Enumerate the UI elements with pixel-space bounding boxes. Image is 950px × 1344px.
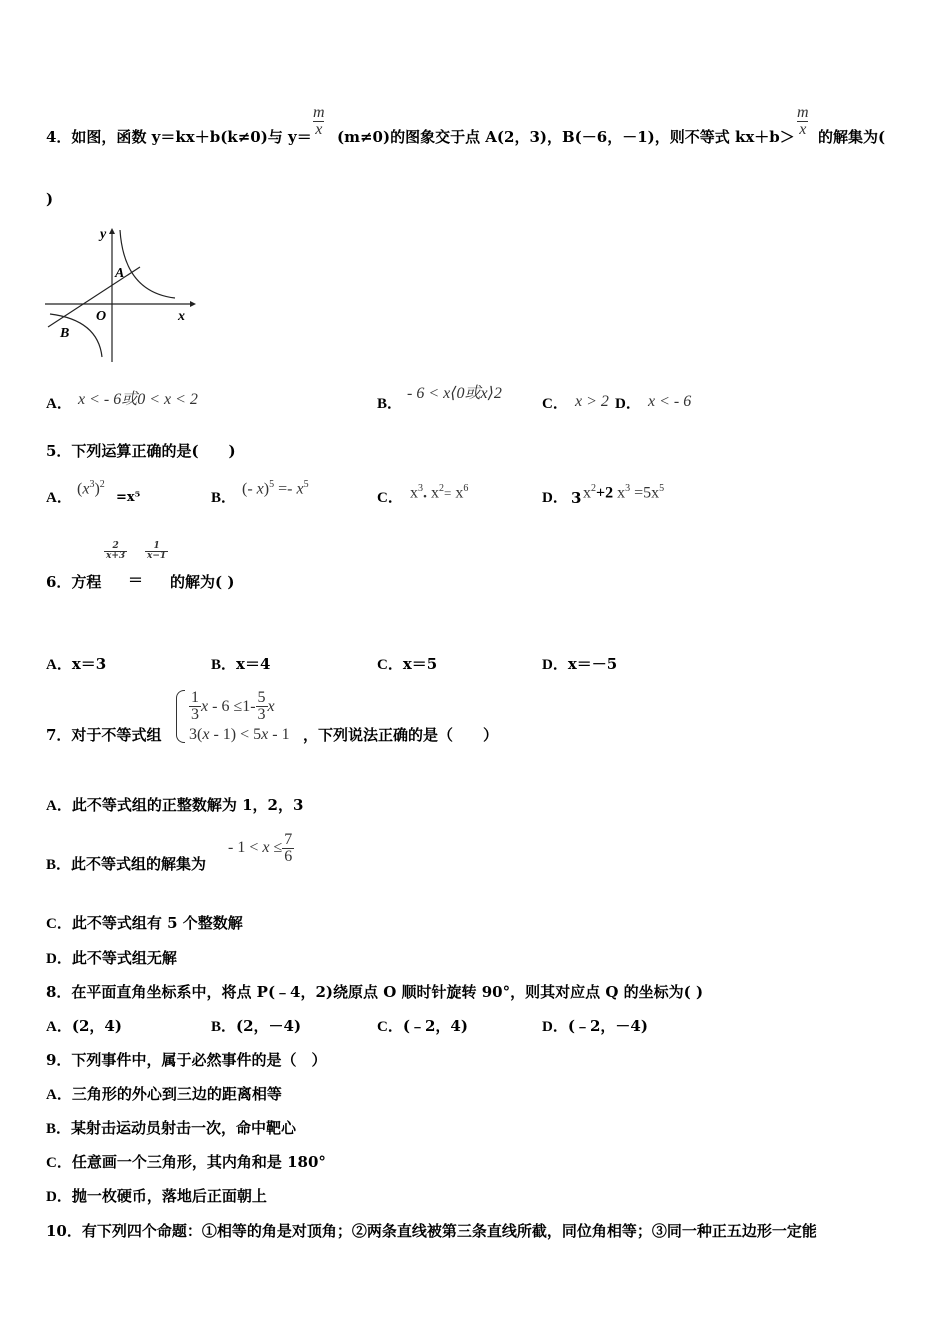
- q5-option-c-math: $x^3$. $x^2= x^6$: [410, 483, 469, 502]
- q6-option-b: B．x＝4: [211, 655, 271, 673]
- q5-stem: 5．下列运算正确的是( ): [46, 442, 236, 460]
- q4-graph: [40, 222, 200, 367]
- q6-stem-a: 6．方程: [46, 573, 102, 591]
- q4-fraction-1: $\frac{m}{x}$: [313, 104, 325, 138]
- origin-label: O: [96, 309, 107, 324]
- q5-option-b-label: B．: [211, 490, 237, 506]
- q10-stem: 10．有下列四个命题：①相等的角是对顶角；②两条直线被第三条直线所截，同位角相等；③同一种正五边形一定能: [46, 1222, 817, 1240]
- q7-stem-b: ，下列说法正确的是（ ）: [303, 726, 499, 744]
- q4-option-a: x < - 6或0 < x < 2: [78, 391, 198, 408]
- q5-option-a-label: A．: [46, 490, 72, 506]
- q4-option-d: x < - 6: [648, 393, 692, 410]
- q6-stem-b: 的解为( ): [170, 573, 235, 591]
- x-axis-arrow: [190, 301, 196, 307]
- q8-option-b: B．(2，－4): [211, 1017, 302, 1035]
- q5-option-d-math: $x^2+2$ $x^3 =5x^5$: [583, 483, 665, 502]
- q5-option-c-label: C．: [377, 490, 403, 506]
- q6-option-d: D．x＝－5: [542, 655, 618, 673]
- q7-inequality-system: $\frac{1}{3}$ x - 6 ≤1- $\frac{5}{3}$ x 3(x - 1) < 5x - 1: [176, 690, 290, 743]
- q5-option-a-result: =x⁵: [116, 490, 141, 505]
- q4-stem-b: (m≠0)的图象交于点 A(2，3)，B(－6，－1)，则不等式 kx＋b＞: [337, 128, 795, 146]
- q5-option-b-math: (- $x)^5 =- x^5$: [242, 479, 309, 498]
- q4-option-c: x > 2: [575, 393, 609, 410]
- q4-option-b-label: B．: [377, 396, 403, 412]
- q4-fraction-2: $\frac{m}{x}$: [797, 104, 809, 138]
- q5-option-a-math: $(x^3)^2$: [77, 479, 105, 498]
- q7-stem-a: 7．对于不等式组: [46, 726, 162, 744]
- q4-option-a-label: A．: [46, 396, 72, 412]
- point-b-label: B: [60, 326, 70, 341]
- q9-option-a: A．三角形的外心到三边的距离相等: [46, 1085, 282, 1103]
- q4-stem-c: 的解集为(: [818, 128, 886, 146]
- q5-option-d-label: D．: [542, 490, 568, 506]
- q6-equals: ＝: [128, 571, 144, 589]
- q4-option-c-label: C．: [542, 396, 568, 412]
- q6-option-c: C．x＝5: [377, 655, 438, 673]
- q4-stem-a: 4．如图，函数 y＝kx＋b(k≠0)与 y＝: [46, 128, 312, 146]
- q6-fraction-2: $\frac{1}{x-1}$: [147, 541, 167, 561]
- q7-option-a: A．此不等式组的正整数解为 1，2，3: [46, 796, 304, 814]
- q4-option-d-label: D．: [615, 396, 641, 412]
- q7-option-b-math: - 1 < x ≤ $\frac{7}{6}$: [228, 831, 293, 865]
- y-axis-arrow: [109, 228, 115, 234]
- q9-option-c: C．任意画一个三角形，其内角和是 180°: [46, 1153, 326, 1171]
- q9-stem: 9．下列事件中，属于必然事件的是（ ）: [46, 1051, 327, 1069]
- q7-option-c: C．此不等式组有 5 个整数解: [46, 914, 243, 932]
- q8-stem: 8．在平面直角坐标系中，将点 P(﹣4，2)绕原点 O 顺时针旋转 90°，则其对应点 Q 的坐标为( ): [46, 983, 704, 1001]
- q8-option-a: A．(2，4): [46, 1017, 122, 1035]
- hyperbola-branch-1: [120, 230, 175, 298]
- q7-option-b: B．此不等式组的解集为: [46, 855, 207, 873]
- q8-option-c: C．(﹣2，4): [377, 1017, 468, 1035]
- q9-option-d: D．抛一枚硬币，落地后正面朝上: [46, 1187, 267, 1205]
- q6-fraction-1: $\frac{2}{x+3}$: [106, 541, 126, 561]
- q9-option-b: B．某射击运动员射击一次，命中靶心: [46, 1119, 297, 1137]
- y-axis-label: y: [100, 227, 107, 242]
- q7-option-d: D．此不等式组无解: [46, 949, 177, 967]
- q4-option-b: - 6 < x⟨0或x⟩2: [407, 385, 502, 402]
- point-a-label: A: [115, 266, 125, 281]
- q4-close-paren: ): [46, 190, 54, 208]
- q5-option-d-coef: 3: [571, 489, 582, 507]
- q8-option-d: D．(﹣2，－4): [542, 1017, 648, 1035]
- q6-option-a: A．x＝3: [46, 655, 107, 673]
- x-axis-label: x: [178, 309, 185, 324]
- linear-function-line: [48, 267, 140, 327]
